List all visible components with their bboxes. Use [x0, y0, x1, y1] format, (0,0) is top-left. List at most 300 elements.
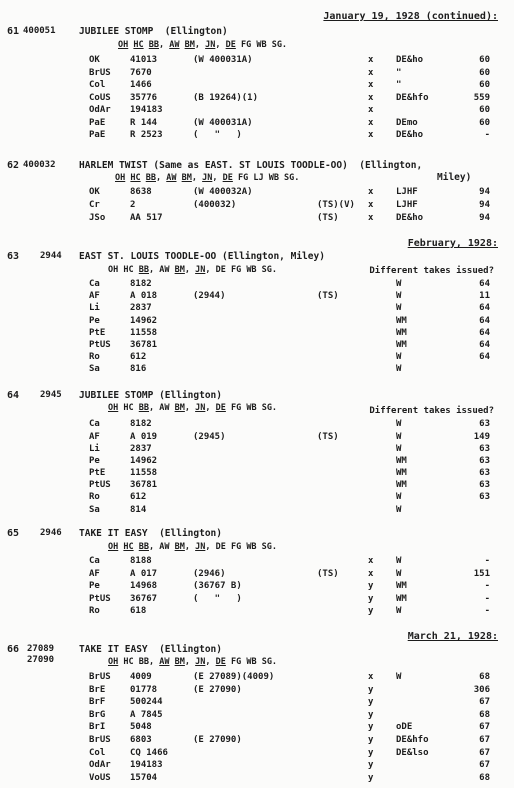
reference-number: -: [484, 594, 490, 604]
issue-label: AF: [89, 432, 100, 442]
personnel-segment: HC: [133, 40, 144, 50]
personnel-line: [108, 657, 277, 667]
issue-mark: y: [368, 773, 374, 783]
reference-number: 559: [473, 93, 490, 103]
catalog-number: 7670: [130, 68, 152, 78]
issue-label: CoUS: [89, 93, 111, 103]
reference-number: 63: [479, 492, 490, 502]
personnel-segment: OH: [115, 173, 126, 183]
reference-number: 63: [479, 456, 490, 466]
personnel-segment: , DE FG WB SG.: [205, 542, 278, 552]
reference-number: 63: [479, 419, 490, 429]
issue-label: BrI: [89, 722, 106, 732]
issue-row: [0, 697, 514, 709]
issue-mark: y: [368, 760, 374, 770]
issue-mark: x: [368, 569, 374, 579]
issue-row: [0, 505, 514, 517]
personnel-segment: ,: [149, 542, 160, 552]
catalog-number: R 2523: [130, 130, 163, 140]
catalog-number: 4009: [130, 672, 152, 682]
issue-row: [0, 480, 514, 492]
issue-code: DEmo: [396, 118, 418, 128]
issue-code: W: [396, 419, 402, 429]
issue-label: Cr: [89, 200, 100, 210]
issue-mark: x: [368, 672, 374, 682]
personnel-segment: BB: [148, 40, 159, 50]
reference-number: 67: [479, 697, 490, 707]
issue-note: (W 400032A): [193, 187, 253, 197]
issue-code: DE&hfo: [396, 93, 429, 103]
issue-mark: x: [368, 93, 374, 103]
reference-number: 64: [479, 328, 490, 338]
personnel-segment: BB: [138, 657, 149, 667]
issue-row: [0, 303, 514, 315]
tune-title: JUBILEE STOMP (Ellington): [79, 390, 222, 401]
takes-header: Different takes issued?: [369, 406, 494, 416]
personnel-segment: BB: [138, 542, 149, 552]
issue-row: [0, 569, 514, 581]
issue-row: [0, 352, 514, 364]
catalog-number: 8638: [130, 187, 152, 197]
issue-code: DE&lso: [396, 748, 429, 758]
issue-label: Ca: [89, 419, 100, 429]
issue-row: [0, 200, 514, 212]
issue-row: [0, 468, 514, 480]
issue-row: [0, 340, 514, 352]
issue-row: [0, 556, 514, 568]
reference-number: 67: [479, 760, 490, 770]
personnel-segment: FG WB SG.: [225, 657, 278, 667]
issue-note: (E 27089)(4009): [193, 672, 275, 682]
catalog-number: CQ 1466: [130, 748, 168, 758]
issue-row: [0, 55, 514, 67]
catalog-number: A 7845: [130, 710, 163, 720]
matrix-number: 2946: [40, 528, 62, 538]
personnel-segment: ,: [215, 40, 226, 50]
issue-row: [0, 444, 514, 456]
ts-marker: (TS): [317, 569, 339, 579]
issue-label: Ro: [89, 492, 100, 502]
catalog-number: 618: [130, 606, 147, 616]
catalog-number: 14962: [130, 316, 158, 326]
catalog-number: 2: [130, 200, 136, 210]
matrix-number: 400051: [23, 26, 56, 36]
issue-label: OdAr: [89, 760, 111, 770]
issue-code: LJHF: [396, 200, 418, 210]
catalog-number: 194183: [130, 105, 163, 115]
issue-row: [0, 606, 514, 618]
tune-title: TAKE IT EASY (Ellington): [79, 644, 222, 655]
ts-marker: (TS)(V): [317, 200, 355, 210]
personnel-segment: JN: [195, 403, 206, 413]
catalog-number: R 144: [130, 118, 158, 128]
issue-label: OdAr: [89, 105, 111, 115]
catalog-number: 2837: [130, 303, 152, 313]
issue-row: [0, 672, 514, 684]
catalog-number: 35776: [130, 93, 158, 103]
personnel-segment: BB: [138, 265, 149, 275]
personnel-segment: FG WB SG.: [235, 40, 288, 50]
personnel-segment: ,: [184, 403, 196, 413]
catalog-number: 816: [130, 364, 147, 374]
issue-code: oDE: [396, 722, 413, 732]
issue-label: Col: [89, 80, 106, 90]
issue-code: DE&hfo: [396, 735, 429, 745]
catalog-number: 36767: [130, 594, 158, 604]
issue-label: BrUS: [89, 735, 111, 745]
personnel-segment: ,: [149, 265, 160, 275]
issue-label: Li: [89, 444, 100, 454]
issue-label: Pe: [89, 456, 100, 466]
reference-number: 67: [479, 748, 490, 758]
personnel-segment: FG LJ WB SG.: [232, 173, 300, 183]
issue-mark: x: [368, 556, 374, 566]
reference-number: 94: [479, 213, 490, 223]
reference-number: 63: [479, 444, 490, 454]
personnel-segment: BM: [174, 657, 185, 667]
issue-label: PaE: [89, 130, 106, 140]
personnel-segment: ,: [184, 265, 196, 275]
issue-label: BrF: [89, 697, 106, 707]
personnel-segment: OH: [118, 40, 129, 50]
issue-label: PtE: [89, 328, 106, 338]
matrix-number: 400032: [23, 160, 56, 170]
catalog-number: A 018: [130, 291, 158, 301]
personnel-segment: JN: [195, 542, 206, 552]
reference-number: -: [484, 606, 490, 616]
issue-row: [0, 773, 514, 785]
personnel-segment: HC: [123, 265, 134, 275]
catalog-number: 2837: [130, 444, 152, 454]
issue-label: Pe: [89, 581, 100, 591]
catalog-number: 194183: [130, 760, 163, 770]
personnel-segment: ,: [191, 173, 203, 183]
issue-code: ": [396, 68, 402, 78]
issue-code: W: [396, 364, 402, 374]
catalog-number: 01778: [130, 685, 158, 695]
reference-number: 149: [473, 432, 490, 442]
reference-number: 64: [479, 340, 490, 350]
matrix-number: 27089: [27, 644, 55, 654]
reference-number: 306: [473, 685, 490, 695]
personnel-segment: DE: [215, 657, 226, 667]
issue-label: PtUS: [89, 594, 111, 604]
issue-row: [0, 685, 514, 697]
personnel-segment: BM: [174, 265, 185, 275]
session-number: 65: [7, 528, 20, 539]
personnel-segment: AW: [159, 265, 170, 275]
personnel-segment: OH: [108, 265, 119, 275]
personnel-line: [118, 40, 287, 50]
personnel-segment: BM: [174, 403, 185, 413]
issue-label: PtE: [89, 468, 106, 478]
issue-row: [0, 68, 514, 80]
issue-mark: x: [368, 200, 374, 210]
issue-note: (36767 B): [193, 581, 242, 591]
session-number: 63: [7, 251, 20, 262]
reference-number: -: [484, 130, 490, 140]
reference-number: 94: [479, 200, 490, 210]
issue-row: [0, 80, 514, 92]
issue-row: [0, 279, 514, 291]
personnel-segment: DE: [222, 173, 233, 183]
issue-code: W: [396, 444, 402, 454]
tune-title: EAST ST. LOUIS TOODLE-OO (Ellington, Miley): [79, 251, 325, 262]
reference-number: 68: [479, 773, 490, 783]
issue-row: [0, 118, 514, 130]
issue-row: [0, 187, 514, 199]
personnel-segment: ,: [205, 657, 216, 667]
issue-row: [0, 105, 514, 117]
catalog-number: 41013: [130, 55, 158, 65]
catalog-number: 15704: [130, 773, 158, 783]
catalog-number: 14968: [130, 581, 158, 591]
catalog-number: 8188: [130, 556, 152, 566]
personnel-segment: ,: [205, 403, 216, 413]
issue-code: W: [396, 556, 402, 566]
personnel-segment: ,: [184, 542, 196, 552]
session-number: 62: [7, 160, 20, 171]
issue-code: WM: [396, 328, 407, 338]
catalog-number: 612: [130, 492, 147, 502]
reference-number: 64: [479, 303, 490, 313]
issue-label: PaE: [89, 118, 106, 128]
date-header: January 19, 1928 (continued):: [323, 11, 498, 22]
issue-code: W: [396, 432, 402, 442]
issue-row: [0, 291, 514, 303]
issue-note: (W 400031A): [193, 118, 253, 128]
issue-code: W: [396, 352, 402, 362]
personnel-segment: HC: [123, 403, 134, 413]
issue-code: WM: [396, 456, 407, 466]
personnel-segment: JN: [195, 657, 206, 667]
issue-mark: x: [368, 118, 374, 128]
ts-marker: (TS): [317, 213, 339, 223]
issue-code: WM: [396, 594, 407, 604]
issue-code: W: [396, 505, 402, 515]
personnel-segment: JN: [205, 40, 216, 50]
issue-note: (B 19264)(1): [193, 93, 259, 103]
issue-label: BrE: [89, 685, 106, 695]
tune-title: TAKE IT EASY (Ellington): [79, 528, 222, 539]
issue-note: (E 27090): [193, 685, 242, 695]
issue-row: [0, 419, 514, 431]
issue-mark: y: [368, 748, 374, 758]
personnel-segment: ,: [194, 40, 206, 50]
ts-marker: (TS): [317, 432, 339, 442]
issue-mark: y: [368, 685, 374, 695]
issue-row: [0, 130, 514, 142]
issue-mark: x: [368, 68, 374, 78]
personnel-segment: HC: [123, 542, 134, 552]
issue-code: W: [396, 291, 402, 301]
reference-number: 60: [479, 118, 490, 128]
catalog-number: 5048: [130, 722, 152, 732]
personnel-segment: BB: [138, 403, 149, 413]
catalog-number: AA 517: [130, 213, 163, 223]
issue-code: W: [396, 672, 402, 682]
issue-row: [0, 760, 514, 772]
personnel-segment: FG WB SG.: [225, 403, 278, 413]
section-date-header: March 21, 1928:: [407, 631, 498, 642]
reference-number: 64: [479, 352, 490, 362]
issue-row: [0, 93, 514, 105]
catalog-number: 814: [130, 505, 147, 515]
issue-label: Sa: [89, 364, 100, 374]
personnel-line: [108, 265, 277, 275]
reference-number: 67: [479, 722, 490, 732]
issue-label: Pe: [89, 316, 100, 326]
matrix-number: 2944: [40, 251, 62, 261]
issue-code: W: [396, 606, 402, 616]
reference-number: 60: [479, 55, 490, 65]
issue-row: [0, 456, 514, 468]
issue-label: Ca: [89, 556, 100, 566]
issue-label: Li: [89, 303, 100, 313]
personnel-segment: DE: [215, 403, 226, 413]
catalog-number: 6803: [130, 735, 152, 745]
reference-number: 64: [479, 316, 490, 326]
reference-number: 63: [479, 480, 490, 490]
personnel-segment: BB: [145, 173, 156, 183]
personnel-line: [108, 542, 277, 552]
personnel-segment: OH: [108, 403, 119, 413]
reference-number: 68: [479, 710, 490, 720]
issue-code: ": [396, 80, 402, 90]
issue-mark: x: [368, 213, 374, 223]
reference-number: 63: [479, 468, 490, 478]
personnel-segment: ,: [159, 40, 170, 50]
personnel-segment: JN: [195, 265, 206, 275]
issue-code: WM: [396, 316, 407, 326]
personnel-segment: AW: [159, 403, 170, 413]
session-number: 64: [7, 390, 20, 401]
catalog-number: 36781: [130, 480, 158, 490]
personnel-segment: ,: [212, 173, 223, 183]
personnel-line: [115, 173, 299, 183]
matrix-number: 27090: [27, 655, 55, 665]
issue-label: Ro: [89, 606, 100, 616]
issue-note: (2944): [193, 291, 226, 301]
personnel-line: [108, 403, 277, 413]
issue-label: AF: [89, 569, 100, 579]
personnel-segment: OH: [108, 542, 119, 552]
issue-label: BrG: [89, 710, 106, 720]
issue-label: OK: [89, 187, 100, 197]
issue-code: WM: [396, 480, 407, 490]
personnel-segment: ,: [149, 403, 160, 413]
issue-code: LJHF: [396, 187, 418, 197]
issue-code: WM: [396, 340, 407, 350]
catalog-number: 500244: [130, 697, 163, 707]
reference-number: 11: [479, 291, 490, 301]
issue-note: ( " ): [193, 594, 242, 604]
issue-mark: y: [368, 606, 374, 616]
reference-number: 67: [479, 735, 490, 745]
issue-note: ( " ): [193, 130, 242, 140]
issue-row: [0, 594, 514, 606]
takes-header: Different takes issued?: [369, 266, 494, 276]
issue-mark: y: [368, 697, 374, 707]
catalog-number: 11558: [130, 328, 158, 338]
issue-mark: x: [368, 80, 374, 90]
ts-marker: (TS): [317, 291, 339, 301]
issue-row: [0, 213, 514, 225]
catalog-number: 612: [130, 352, 147, 362]
issue-label: JSo: [89, 213, 106, 223]
issue-label: PtUS: [89, 340, 111, 350]
reference-number: 60: [479, 68, 490, 78]
issue-label: OK: [89, 55, 100, 65]
section-date-header: February, 1928:: [407, 238, 498, 249]
issue-label: Col: [89, 748, 106, 758]
session-number: 66: [7, 644, 20, 655]
personnel-segment: AW: [159, 657, 170, 667]
matrix-number: 2945: [40, 390, 62, 400]
personnel-segment: HC: [123, 657, 134, 667]
reference-number: 68: [479, 672, 490, 682]
issue-mark: y: [368, 710, 374, 720]
personnel-segment: OH: [108, 657, 119, 667]
personnel-segment: ,: [149, 657, 160, 667]
personnel-segment: BM: [184, 40, 195, 50]
personnel-segment: , DE FG WB SG.: [205, 265, 278, 275]
issue-label: BrUS: [89, 672, 111, 682]
issue-code: DE&ho: [396, 213, 424, 223]
personnel-segment: BM: [181, 173, 192, 183]
issue-label: Ca: [89, 279, 100, 289]
issue-mark: y: [368, 581, 374, 591]
personnel-segment: AW: [166, 173, 177, 183]
issue-row: [0, 710, 514, 722]
tune-title-continued: Miley): [437, 172, 472, 183]
personnel-segment: ,: [156, 173, 167, 183]
issue-mark: x: [368, 105, 374, 115]
issue-code: WM: [396, 581, 407, 591]
issue-row: [0, 735, 514, 747]
reference-number: -: [484, 581, 490, 591]
issue-row: [0, 722, 514, 734]
catalog-number: 11558: [130, 468, 158, 478]
tune-title: HARLEM TWIST (Same as EAST. ST LOUIS TOODLE-OO) (Ellington,: [79, 160, 423, 171]
reference-number: 94: [479, 187, 490, 197]
catalog-number: 1466: [130, 80, 152, 90]
issue-row: [0, 581, 514, 593]
catalog-number: 36781: [130, 340, 158, 350]
personnel-segment: BM: [174, 542, 185, 552]
issue-note: (2946): [193, 569, 226, 579]
catalog-number: 8182: [130, 279, 152, 289]
tune-title: JUBILEE STOMP (Ellington): [79, 26, 228, 37]
issue-label: AF: [89, 291, 100, 301]
personnel-segment: AW: [159, 542, 170, 552]
issue-code: W: [396, 279, 402, 289]
issue-mark: y: [368, 735, 374, 745]
issue-code: W: [396, 303, 402, 313]
issue-note: (W 400031A): [193, 55, 253, 65]
issue-mark: y: [368, 594, 374, 604]
issue-code: W: [396, 492, 402, 502]
issue-row: [0, 432, 514, 444]
catalog-number: A 017: [130, 569, 158, 579]
reference-number: -: [484, 556, 490, 566]
issue-label: Ro: [89, 352, 100, 362]
catalog-number: A 019: [130, 432, 158, 442]
reference-number: 64: [479, 279, 490, 289]
personnel-segment: AW: [169, 40, 180, 50]
personnel-segment: DE: [225, 40, 236, 50]
issue-code: WM: [396, 468, 407, 478]
